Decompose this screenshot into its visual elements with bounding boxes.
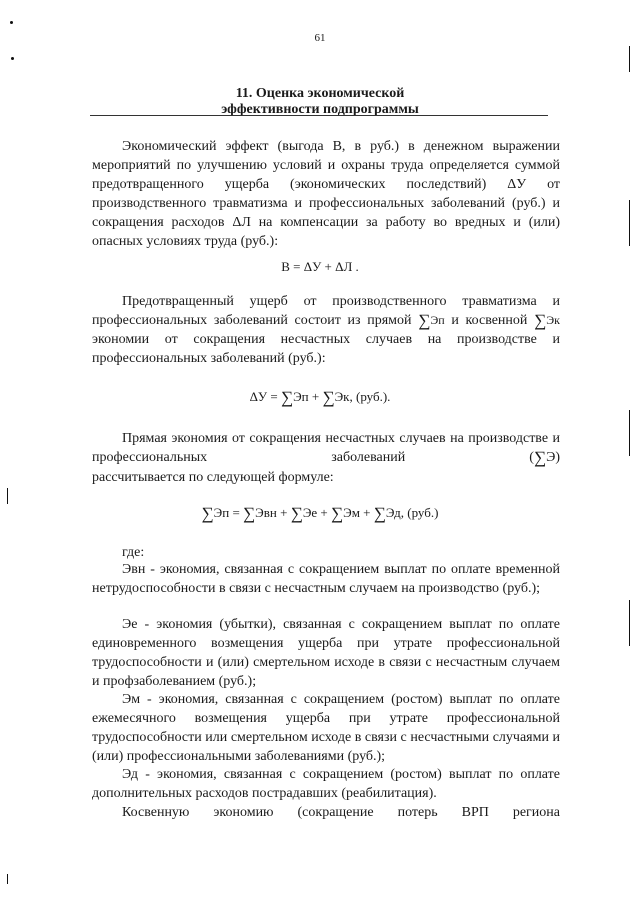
scan-edge-mark <box>7 874 8 884</box>
scan-edge-mark <box>7 488 8 504</box>
text: Эе + <box>302 505 331 520</box>
formula-prevented-damage <box>0 388 640 408</box>
text: Э) <box>546 450 560 465</box>
sum-symbol: ∑ <box>533 448 547 467</box>
sum-symbol: ∑ <box>331 504 344 523</box>
sum-symbol: ∑ <box>322 388 335 407</box>
text: Эд, (руб.) <box>385 505 439 520</box>
paragraph-direct-savings <box>92 429 560 467</box>
paragraph-prevented-damage <box>92 292 560 368</box>
paragraph-economic-effect: Экономический эффект (выгода В, в руб.) в денежном выражении мероприятий по улучшению условий и охраны труда определяется суммой предотвращенного ущерба (экономических последствий) ΔУ от производственного травматизма и профессиональных заболеваний (руб.) и сокращения расходов ΔЛ на компенсации за работу во вредных и (или) опасных условиях труда (руб.): <box>92 139 560 249</box>
where-label: где: <box>122 545 145 560</box>
sum-symbol: ∑ <box>243 504 256 523</box>
scan-edge-mark <box>629 200 630 246</box>
text: Эк <box>546 313 560 327</box>
sum-symbol: ∑ <box>201 504 214 523</box>
definition-evn: Эвн - экономия, связанная с сокращением выплат по оплате временной нетрудоспособности в связи с несчастным случаем на производство (руб.); <box>92 562 560 596</box>
formula-direct-savings <box>0 504 640 524</box>
text: Прямая экономия от сокращения несчастных случаев на производстве и профессиональных заболеваний <box>92 431 560 465</box>
scan-dot <box>11 57 14 60</box>
page-number: 61 <box>314 32 326 44</box>
text: экономии от сокращения несчастных случаев на производстве и профессиональных заболеваний (руб.): <box>92 332 560 366</box>
text: Эп + <box>293 389 323 404</box>
text: Эм + <box>343 505 374 520</box>
sum-symbol: ∑ <box>280 388 294 407</box>
definition-ee: Эе - экономия (убытки), связанная с сокращением выплат по оплате единовременного возмещения ущерба при утрате профессиональной трудоспособности и (или) смертельном исходе в связи с несчастным случаем и профзаболеванием (руб.); <box>92 617 560 689</box>
section-heading-line1: 11. Оценка экономической <box>235 86 405 101</box>
text: Эп <box>430 313 445 327</box>
text: и косвенной <box>444 313 535 328</box>
text: Предотвращенный ущерб от производственного травматизма и профессиональных заболеваний состоит из прямой <box>92 294 560 328</box>
formula-benefit: В = ΔУ + ΔЛ . <box>281 259 359 274</box>
text: Эп = <box>213 505 244 520</box>
definition-em: Эм - экономия, связанная с сокращением (ростом) выплат по оплате ежемесячного возмещения ущерба при утрате профессиональной трудоспособности или смертельном исходе в связи с несчастными случаями и (или) профессиональными заболеваниями (руб.); <box>92 692 560 764</box>
scan-edge-mark <box>629 410 630 456</box>
scan-dot <box>10 21 13 24</box>
section-heading-line2: эффективности подпрограммы <box>221 102 419 117</box>
sum-symbol: ∑ <box>373 504 386 523</box>
scan-edge-mark <box>629 46 630 72</box>
text: Эк, (руб.). <box>334 389 391 404</box>
paragraph-direct-savings-tail: рассчитывается по следующей формуле: <box>92 470 334 485</box>
sum-symbol: ∑ <box>290 504 303 523</box>
sum-symbol: ∑ <box>418 311 431 330</box>
text: ΔУ = <box>249 389 281 404</box>
scan-edge-mark <box>629 600 630 646</box>
text: Эвн + <box>255 505 291 520</box>
text: ( <box>529 450 534 465</box>
heading-underline <box>90 115 548 116</box>
definition-ed: Эд - экономия, связанная с сокращением (ростом) выплат по оплате дополнительных расходов пострадавших (реабилитация). <box>92 767 560 801</box>
paragraph-indirect-savings: Косвенную экономию (сокращение потерь ВРП региона <box>122 805 560 820</box>
sum-symbol: ∑ <box>534 311 547 330</box>
